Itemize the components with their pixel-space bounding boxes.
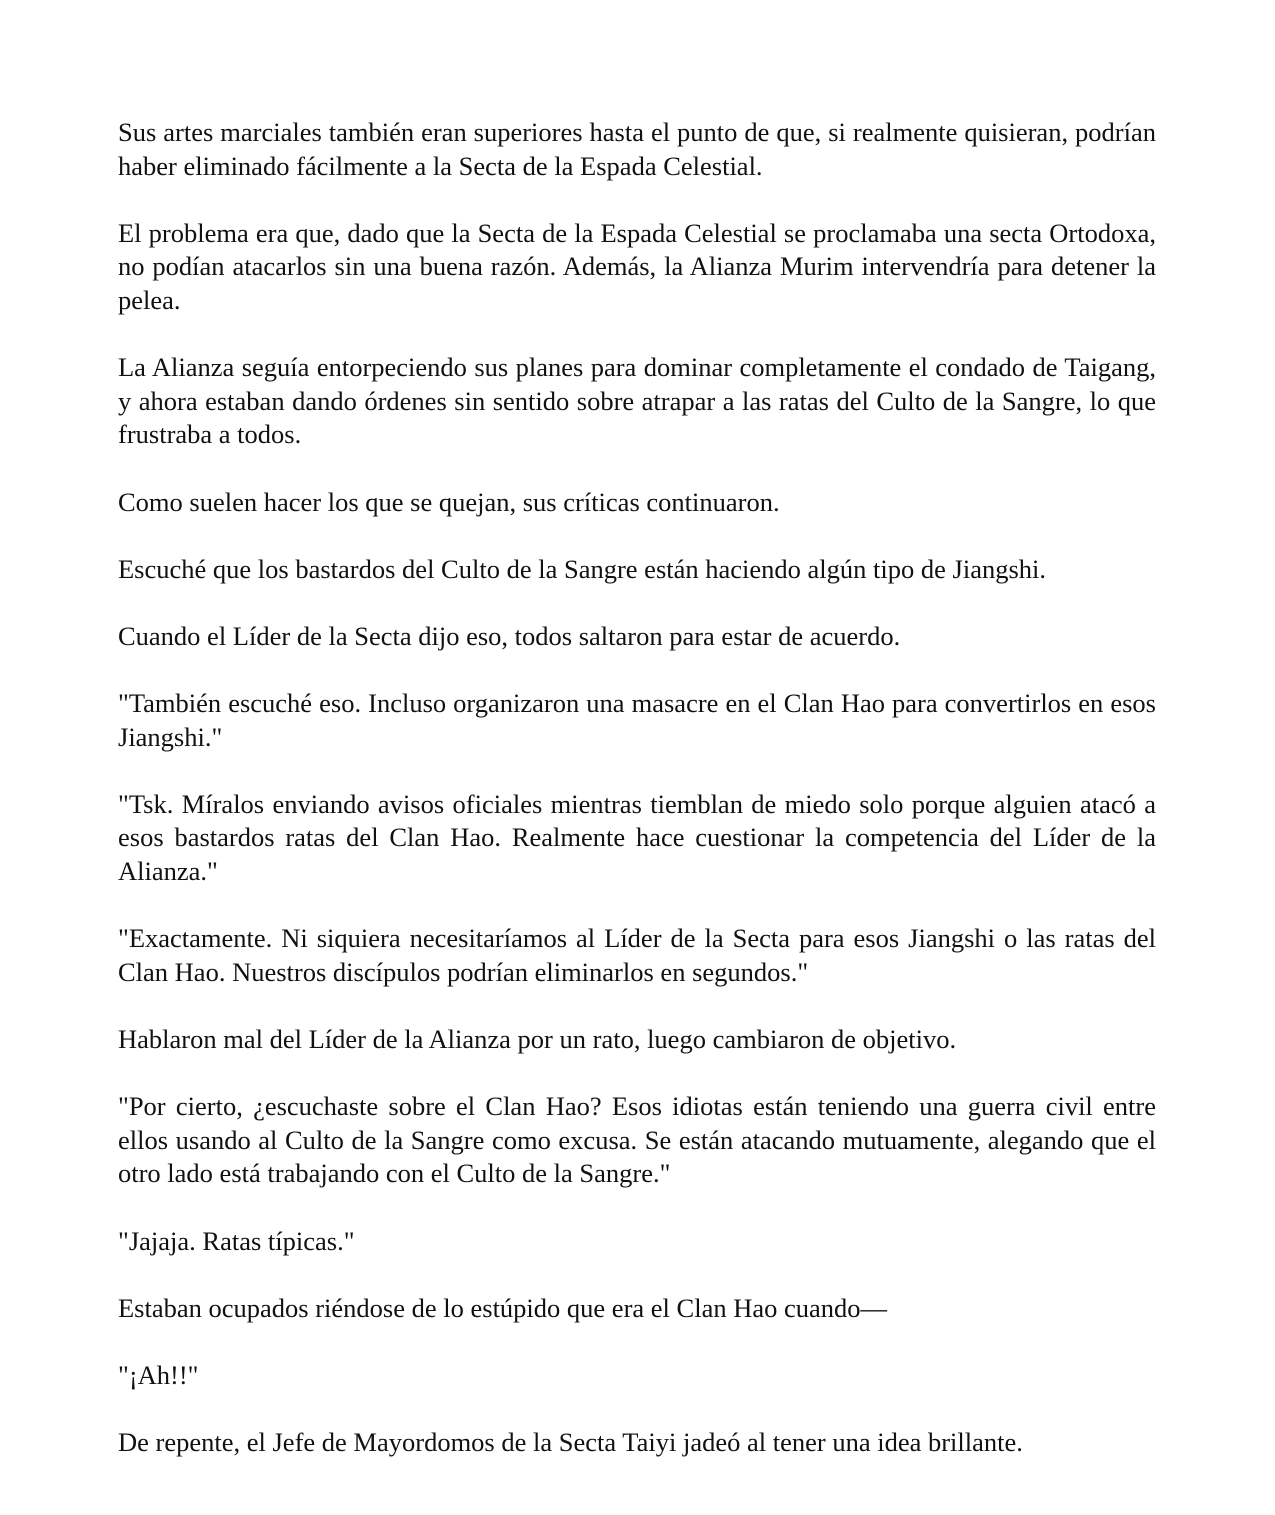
paragraph-7: "También escuché eso. Incluso organizaron una masacre en el Clan Hao para convertirlos en esos Jiangshi." xyxy=(118,688,1156,752)
paragraph-9: "Exactamente. Ni siquiera necesitaríamos al Líder de la Secta para esos Jiangshi o las ratas del Clan Hao. Nuestros discípulos podrían eliminarlos en segundos." xyxy=(118,923,1156,987)
paragraph-11: "Por cierto, ¿escuchaste sobre el Clan Hao? Esos idiotas están teniendo una guerra civil entre ellos usando al Culto de la Sangre como excusa. Se están atacando mutuamente, alegando que el otro lado está trabajando con el Culto de la Sangre." xyxy=(118,1091,1156,1189)
paragraph-12: "Jajaja. Ratas típicas." xyxy=(118,1225,355,1256)
paragraph-1: Sus artes marciales también eran superiores hasta el punto de que, si realmente quisieran, podrían haber eliminado fácilmente a la Secta de la Espada Celestial. xyxy=(118,117,1156,181)
paragraph-13: Estaban ocupados riéndose de lo estúpido que era el Clan Hao cuando— xyxy=(118,1292,888,1323)
paragraph-15: De repente, el Jefe de Mayordomos de la Secta Taiyi jadeó al tener una idea brillante. xyxy=(118,1427,1023,1458)
paragraph-14: "¡Ah!!" xyxy=(118,1359,199,1390)
paragraph-4: Como suelen hacer los que se quejan, sus críticas continuaron. xyxy=(118,486,780,517)
paragraph-10: Hablaron mal del Líder de la Alianza por un rato, luego cambiaron de objetivo. xyxy=(118,1024,957,1055)
paragraph-2: El problema era que, dado que la Secta de la Espada Celestial se proclamaba una secta Ortodoxa, no podían atacarlos sin una buena razón. Además, la Alianza Murim intervendría para detener la pelea. xyxy=(118,217,1156,315)
document-page xyxy=(118,116,1156,1493)
paragraph-3: La Alianza seguía entorpeciendo sus planes para dominar completamente el condado de Taigang, y ahora estaban dando órdenes sin sentido sobre atrapar a las ratas del Culto de la Sangre, lo que frustraba a todos. xyxy=(118,352,1156,450)
paragraph-5: Escuché que los bastardos del Culto de la Sangre están haciendo algún tipo de Jiangshi. xyxy=(118,553,1047,584)
paragraph-8: "Tsk. Míralos enviando avisos oficiales mientras tiemblan de miedo solo porque alguien atacó a esos bastardos ratas del Clan Hao. Realmente hace cuestionar la competencia del Líder de la Alianza." xyxy=(118,788,1156,887)
paragraph-6: Cuando el Líder de la Secta dijo eso, todos saltaron para estar de acuerdo. xyxy=(118,620,901,651)
